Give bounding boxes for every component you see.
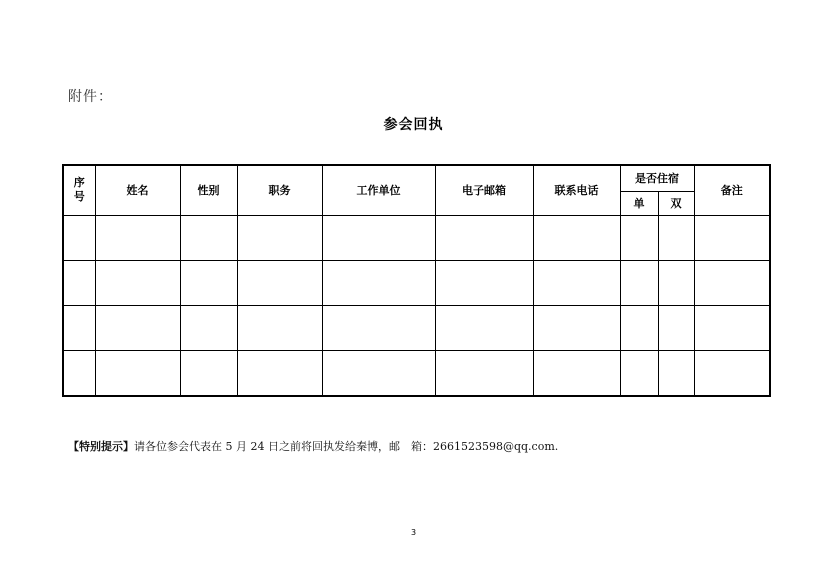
table-cell[interactable] bbox=[180, 305, 237, 350]
notice-label: 【特别提示】 bbox=[68, 440, 134, 453]
table-row bbox=[63, 305, 770, 350]
receipt-table bbox=[62, 164, 771, 397]
special-notice bbox=[68, 438, 558, 454]
attachment-label: 附件： bbox=[68, 89, 113, 105]
table-cell[interactable] bbox=[694, 305, 770, 350]
table-cell[interactable] bbox=[63, 305, 95, 350]
table-cell[interactable] bbox=[237, 350, 322, 396]
table-cell[interactable] bbox=[95, 215, 180, 260]
table-cell[interactable] bbox=[180, 260, 237, 305]
table-cell[interactable] bbox=[435, 305, 533, 350]
header-phone: 联系电话 bbox=[533, 165, 620, 215]
table-cell[interactable] bbox=[322, 260, 435, 305]
table-row bbox=[63, 215, 770, 260]
table-cell[interactable] bbox=[694, 350, 770, 396]
table-cell[interactable] bbox=[95, 350, 180, 396]
page-number: 3 bbox=[410, 528, 417, 537]
table-cell[interactable] bbox=[658, 350, 694, 396]
table-cell[interactable] bbox=[237, 215, 322, 260]
table-cell[interactable] bbox=[533, 215, 620, 260]
table-row bbox=[63, 260, 770, 305]
table-cell[interactable] bbox=[435, 215, 533, 260]
table-cell[interactable] bbox=[95, 305, 180, 350]
table-cell[interactable] bbox=[237, 260, 322, 305]
header-seq-line1: 序 bbox=[73, 176, 85, 190]
form-title: 参会回执 bbox=[383, 117, 444, 133]
table-cell[interactable] bbox=[180, 350, 237, 396]
table-cell[interactable] bbox=[322, 215, 435, 260]
table-cell[interactable] bbox=[533, 260, 620, 305]
table-row bbox=[63, 350, 770, 396]
table-cell[interactable] bbox=[620, 260, 658, 305]
header-seq-line2: 号 bbox=[73, 190, 85, 204]
table-cell[interactable] bbox=[658, 215, 694, 260]
table-cell[interactable] bbox=[620, 305, 658, 350]
table-cell[interactable] bbox=[322, 305, 435, 350]
table-cell[interactable] bbox=[620, 215, 658, 260]
header-lodging-single: 单 bbox=[620, 191, 658, 215]
table-cell[interactable] bbox=[694, 260, 770, 305]
table-cell[interactable] bbox=[180, 215, 237, 260]
header-lodging: 是否住宿 bbox=[620, 165, 694, 191]
table-cell[interactable] bbox=[658, 305, 694, 350]
header-seq bbox=[63, 165, 95, 215]
table-cell[interactable] bbox=[620, 350, 658, 396]
table-cell[interactable] bbox=[63, 215, 95, 260]
table-cell[interactable] bbox=[63, 350, 95, 396]
notice-text: 请各位参会代表在 5 月 24 日之前将回执发给秦博，邮 箱：2661523598@qq.com. bbox=[134, 440, 559, 453]
header-name: 姓名 bbox=[95, 165, 180, 215]
header-remarks: 备注 bbox=[694, 165, 770, 215]
table-cell[interactable] bbox=[694, 215, 770, 260]
header-lodging-double: 双 bbox=[658, 191, 694, 215]
header-email: 电子邮箱 bbox=[435, 165, 533, 215]
table-cell[interactable] bbox=[435, 350, 533, 396]
table-cell[interactable] bbox=[435, 260, 533, 305]
table-cell[interactable] bbox=[237, 305, 322, 350]
table-cell[interactable] bbox=[533, 350, 620, 396]
header-position: 职务 bbox=[237, 165, 322, 215]
table-cell[interactable] bbox=[658, 260, 694, 305]
table-cell[interactable] bbox=[63, 260, 95, 305]
table-cell[interactable] bbox=[533, 305, 620, 350]
header-gender: 性别 bbox=[180, 165, 237, 215]
table-cell[interactable] bbox=[95, 260, 180, 305]
header-workplace: 工作单位 bbox=[322, 165, 435, 215]
table-cell[interactable] bbox=[322, 350, 435, 396]
